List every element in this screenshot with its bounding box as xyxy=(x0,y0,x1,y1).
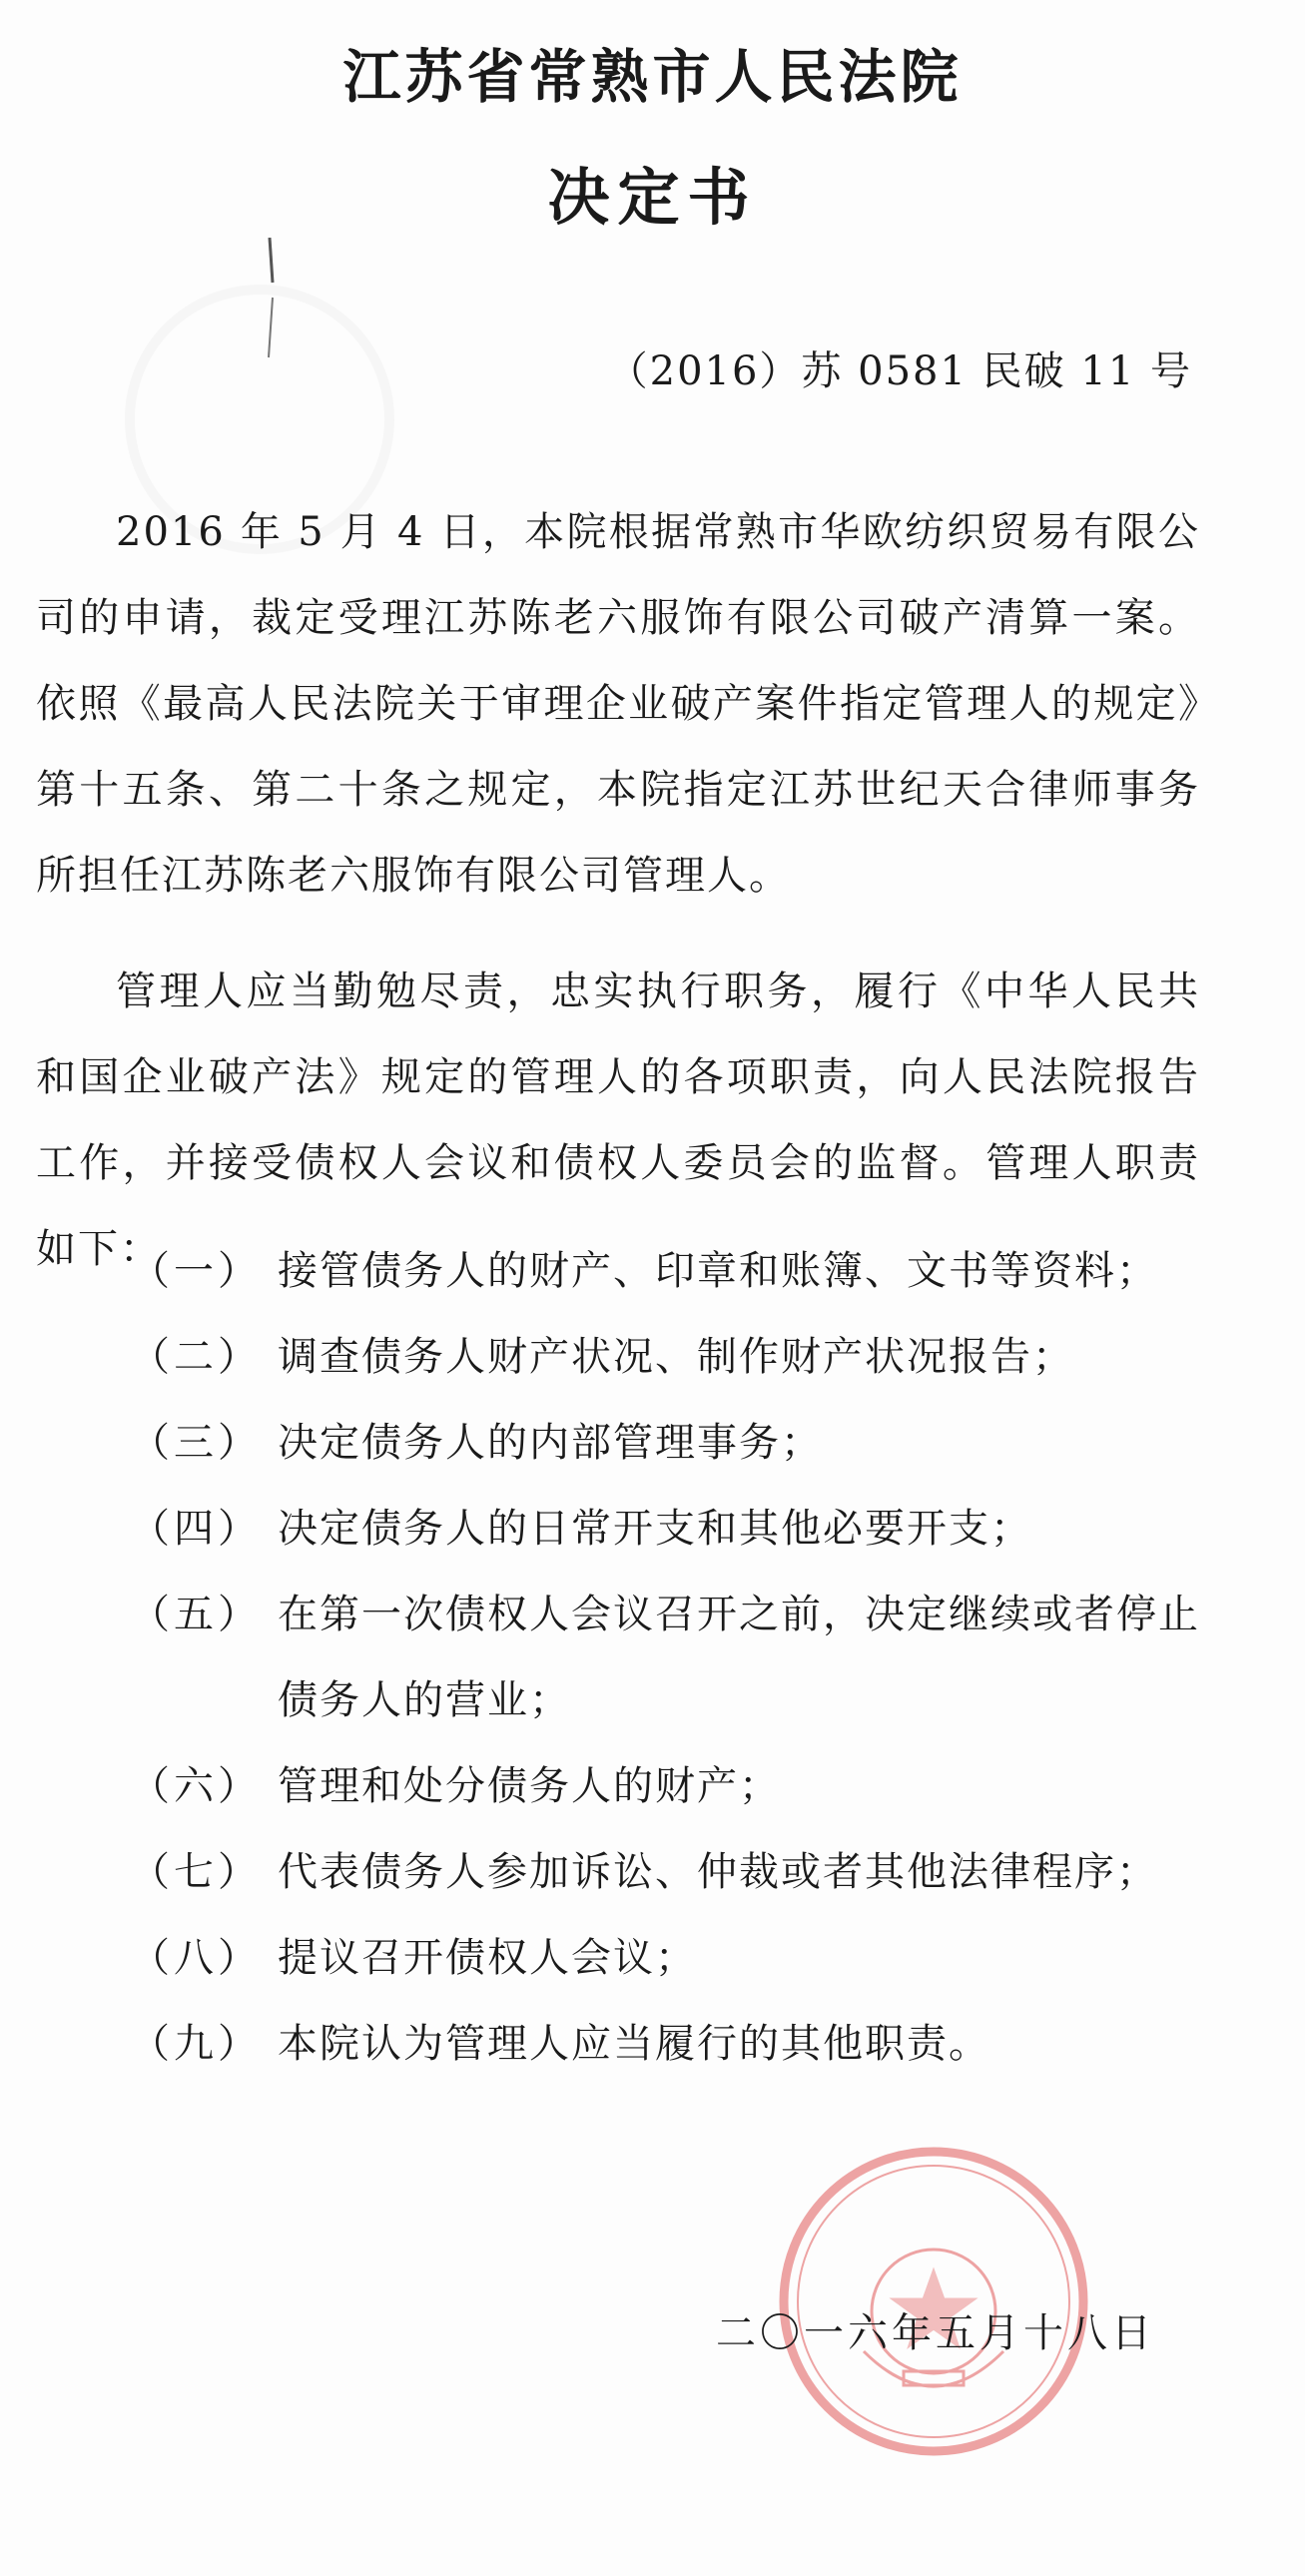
list-item xyxy=(130,1743,1208,1829)
list-item-number: （二） xyxy=(130,1334,262,1380)
list-item-text: 调查债务人财产状况、制作财产状况报告； xyxy=(278,1334,1074,1380)
list-item-number: （五） xyxy=(130,1592,262,1637)
list-item-number: （四） xyxy=(130,1506,262,1552)
list-item-number: （八） xyxy=(130,1935,262,1981)
list-item-text: 在第一次债权人会议召开之前，决定继续或者停止债务人的营业； xyxy=(278,1592,1200,1723)
paragraph-2: 管理人应当勤勉尽责，忠实执行职务，履行《中华人民共和国企业破产法》规定的管理人的各项职责，向人民法院报告工作，并接受债权人会议和债权人委员会的监督。管理人职责如下： xyxy=(36,968,1200,1272)
list-item xyxy=(130,1400,1208,1486)
issue-date: 二〇一六年五月十八日 xyxy=(716,2310,1155,2356)
case-number: （2016）苏 0581 民破 11 号 xyxy=(607,348,1192,394)
paragraph-1: 2016 年 5 月 4 日，本院根据常熟市华欧纺织贸易有限公司的申请，裁定受理江苏陈老六服饰有限公司破产清算一案。依照《最高人民法院关于审理企业破产案件指定管理人的规定》第十五条、第二十条之规定，本院指定江苏世纪天合律师事务所担任江苏陈老六服饰有限公司管理人。 xyxy=(36,509,1200,899)
list-item-text: 接管债务人的财产、印章和账簿、文书等资料； xyxy=(278,1248,1158,1294)
paragraph-appointment xyxy=(36,489,1200,919)
list-item xyxy=(130,1829,1208,1915)
list-item xyxy=(130,2001,1208,2087)
list-item-number: （七） xyxy=(130,1849,262,1895)
list-item-text: 本院认为管理人应当履行的其他职责。 xyxy=(278,2021,990,2067)
list-item-number: （九） xyxy=(130,2021,262,2067)
pen-mark-icon xyxy=(255,238,285,387)
list-item xyxy=(130,1915,1208,2001)
list-item-number: （一） xyxy=(130,1248,262,1294)
list-item xyxy=(130,1314,1208,1400)
duties-list xyxy=(130,1228,1208,2087)
list-item-number: （六） xyxy=(130,1763,262,1809)
list-item xyxy=(130,1572,1208,1743)
list-item xyxy=(130,1228,1208,1314)
list-item-text: 决定债务人的内部管理事务； xyxy=(278,1420,823,1466)
court-name-title: 江苏省常熟市人民法院 xyxy=(342,43,963,111)
list-item-text: 代表债务人参加诉讼、仲裁或者其他法律程序； xyxy=(278,1849,1158,1895)
list-item-text: 提议召开债权人会议； xyxy=(278,1935,697,1981)
list-item-number: （三） xyxy=(130,1420,262,1466)
list-item-text: 决定债务人的日常开支和其他必要开支； xyxy=(278,1506,1032,1552)
document-type-title: 决定书 xyxy=(547,161,758,234)
list-item-text: 管理和处分债务人的财产； xyxy=(278,1763,781,1809)
list-item xyxy=(130,1486,1208,1572)
